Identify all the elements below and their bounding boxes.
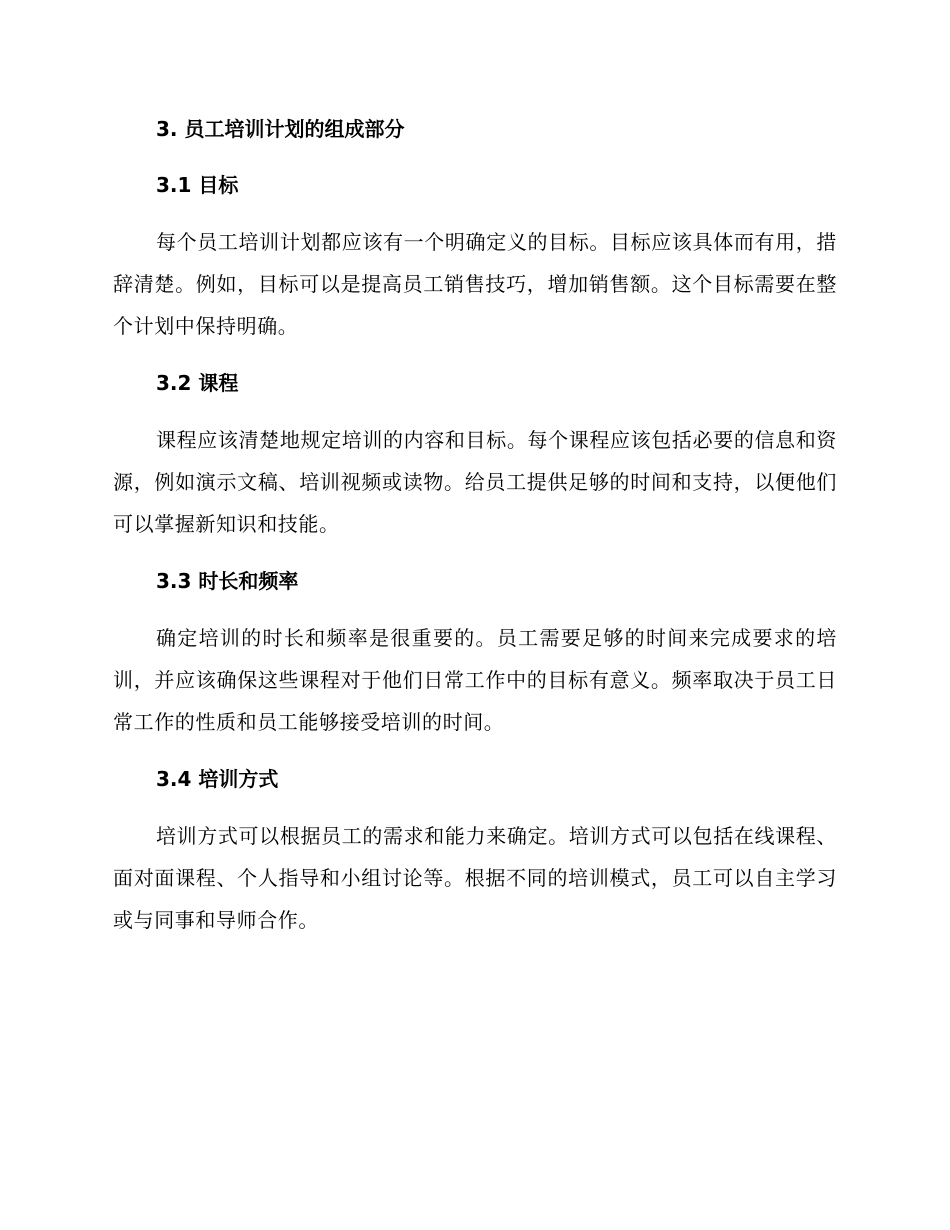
section-title: 3. 员工培训计划的组成部分	[156, 117, 405, 141]
subsection-heading-duration: 3.3 时长和频率	[156, 569, 299, 593]
subsection-heading-courses: 3.2 课程	[156, 371, 239, 395]
subsection-paragraph-goals: 每个员工培训计划都应该有一个明确定义的目标。目标应该具体而有用，措辞清楚。例如，目标可以是提高员工销售技巧，增加销售额。这个目标需要在整个计划中保持明确。	[113, 230, 837, 338]
subsection-heading-methods: 3.4 培训方式	[156, 767, 279, 791]
document-body	[113, 108, 837, 956]
subsection-paragraph-courses: 课程应该清楚地规定培训的内容和目标。每个课程应该包括必要的信息和资源，例如演示文稿、培训视频或读物。给员工提供足够的时间和支持，以便他们可以掌握新知识和技能。	[113, 428, 837, 536]
subsection-heading-goals: 3.1 目标	[156, 173, 239, 197]
subsection-paragraph-methods: 培训方式可以根据员工的需求和能力来确定。培训方式可以包括在线课程、面对面课程、个人指导和小组讨论等。根据不同的培训模式，员工可以自主学习或与同事和导师合作。	[113, 824, 837, 932]
subsection-paragraph-duration: 确定培训的时长和频率是很重要的。员工需要足够的时间来完成要求的培训，并应该确保这些课程对于他们日常工作中的目标有意义。频率取决于员工日常工作的性质和员工能够接受培训的时间。	[113, 626, 837, 734]
